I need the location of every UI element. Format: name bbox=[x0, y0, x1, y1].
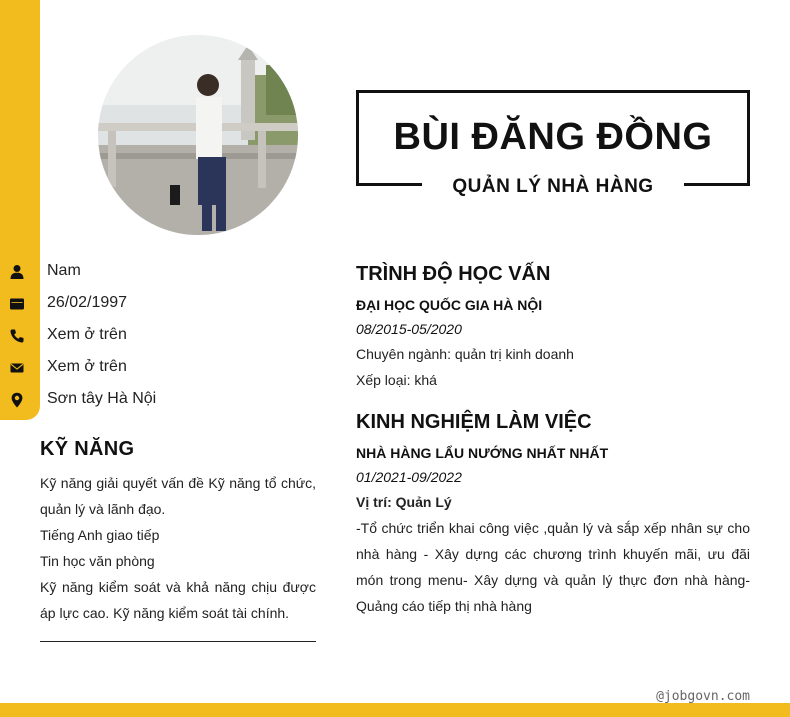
birthday-text: 26/02/1997 bbox=[47, 294, 128, 311]
candidate-role: QUẢN LÝ NHÀ HÀNG bbox=[452, 176, 654, 197]
skill-item: Kỹ năng kiểm soát và khả năng chịu được áp lực cao. Kỹ năng kiểm soát tài chính. bbox=[40, 579, 316, 621]
contact-row-email bbox=[0, 352, 320, 384]
skill-item: Kỹ năng giải quyết vấn đề Kỹ năng tổ chức, quản lý và lãnh đạo. bbox=[40, 475, 316, 517]
location-pin-icon bbox=[9, 392, 25, 408]
watermark: @jobgovn.com bbox=[656, 689, 750, 704]
address-text: Sơn tây Hà Nội bbox=[47, 390, 157, 407]
contact-row-birthday bbox=[0, 288, 320, 320]
skill-item: Tiếng Anh giao tiếp bbox=[40, 527, 160, 543]
mail-icon bbox=[9, 360, 25, 376]
experience-position: Vị trí: Quản Lý bbox=[356, 494, 452, 510]
email-text: Xem ở trên bbox=[47, 358, 127, 375]
skills-divider bbox=[40, 641, 316, 642]
experience-period: 01/2021-09/2022 bbox=[356, 469, 462, 485]
phone-icon bbox=[9, 328, 25, 344]
contact-row-gender bbox=[0, 256, 320, 288]
calendar-icon bbox=[9, 296, 25, 312]
candidate-name: BÙI ĐĂNG ĐỒNG bbox=[393, 116, 713, 158]
skill-item: Tin học văn phòng bbox=[40, 553, 155, 569]
experience-company: NHÀ HÀNG LẨU NƯỚNG NHẤT NHẤT bbox=[356, 445, 609, 461]
education-grade: Xếp loại: khá bbox=[356, 372, 437, 388]
education-major: Chuyên ngành: quản trị kinh doanh bbox=[356, 346, 574, 362]
skills-heading: KỸ NĂNG bbox=[40, 438, 135, 460]
accent-footer-bar bbox=[0, 703, 790, 717]
experience-description: -Tổ chức triển khai công việc ,quản lý và sắp xếp nhân sự cho nhà hàng - Xây dựng các chương trình khuyến mãi, ưu đãi món trong menu- Xây dựng và quản lý thực đơn nhà hàng- Quảng cáo tiếp thị nhà hàng bbox=[356, 520, 750, 614]
person-icon bbox=[9, 264, 25, 280]
skills-list bbox=[40, 470, 316, 626]
experience-heading: KINH NGHIỆM LÀM VIỆC bbox=[356, 411, 592, 433]
phone-text: Xem ở trên bbox=[47, 326, 127, 343]
education-school: ĐẠI HỌC QUỐC GIA HÀ NỘI bbox=[356, 297, 543, 313]
education-period: 08/2015-05/2020 bbox=[356, 321, 462, 337]
profile-photo bbox=[98, 35, 298, 235]
gender-text: Nam bbox=[47, 262, 81, 279]
contact-row-phone bbox=[0, 320, 320, 352]
contact-row-address bbox=[0, 384, 320, 416]
contact-info bbox=[0, 256, 320, 416]
education-heading: TRÌNH ĐỘ HỌC VẤN bbox=[356, 263, 551, 285]
